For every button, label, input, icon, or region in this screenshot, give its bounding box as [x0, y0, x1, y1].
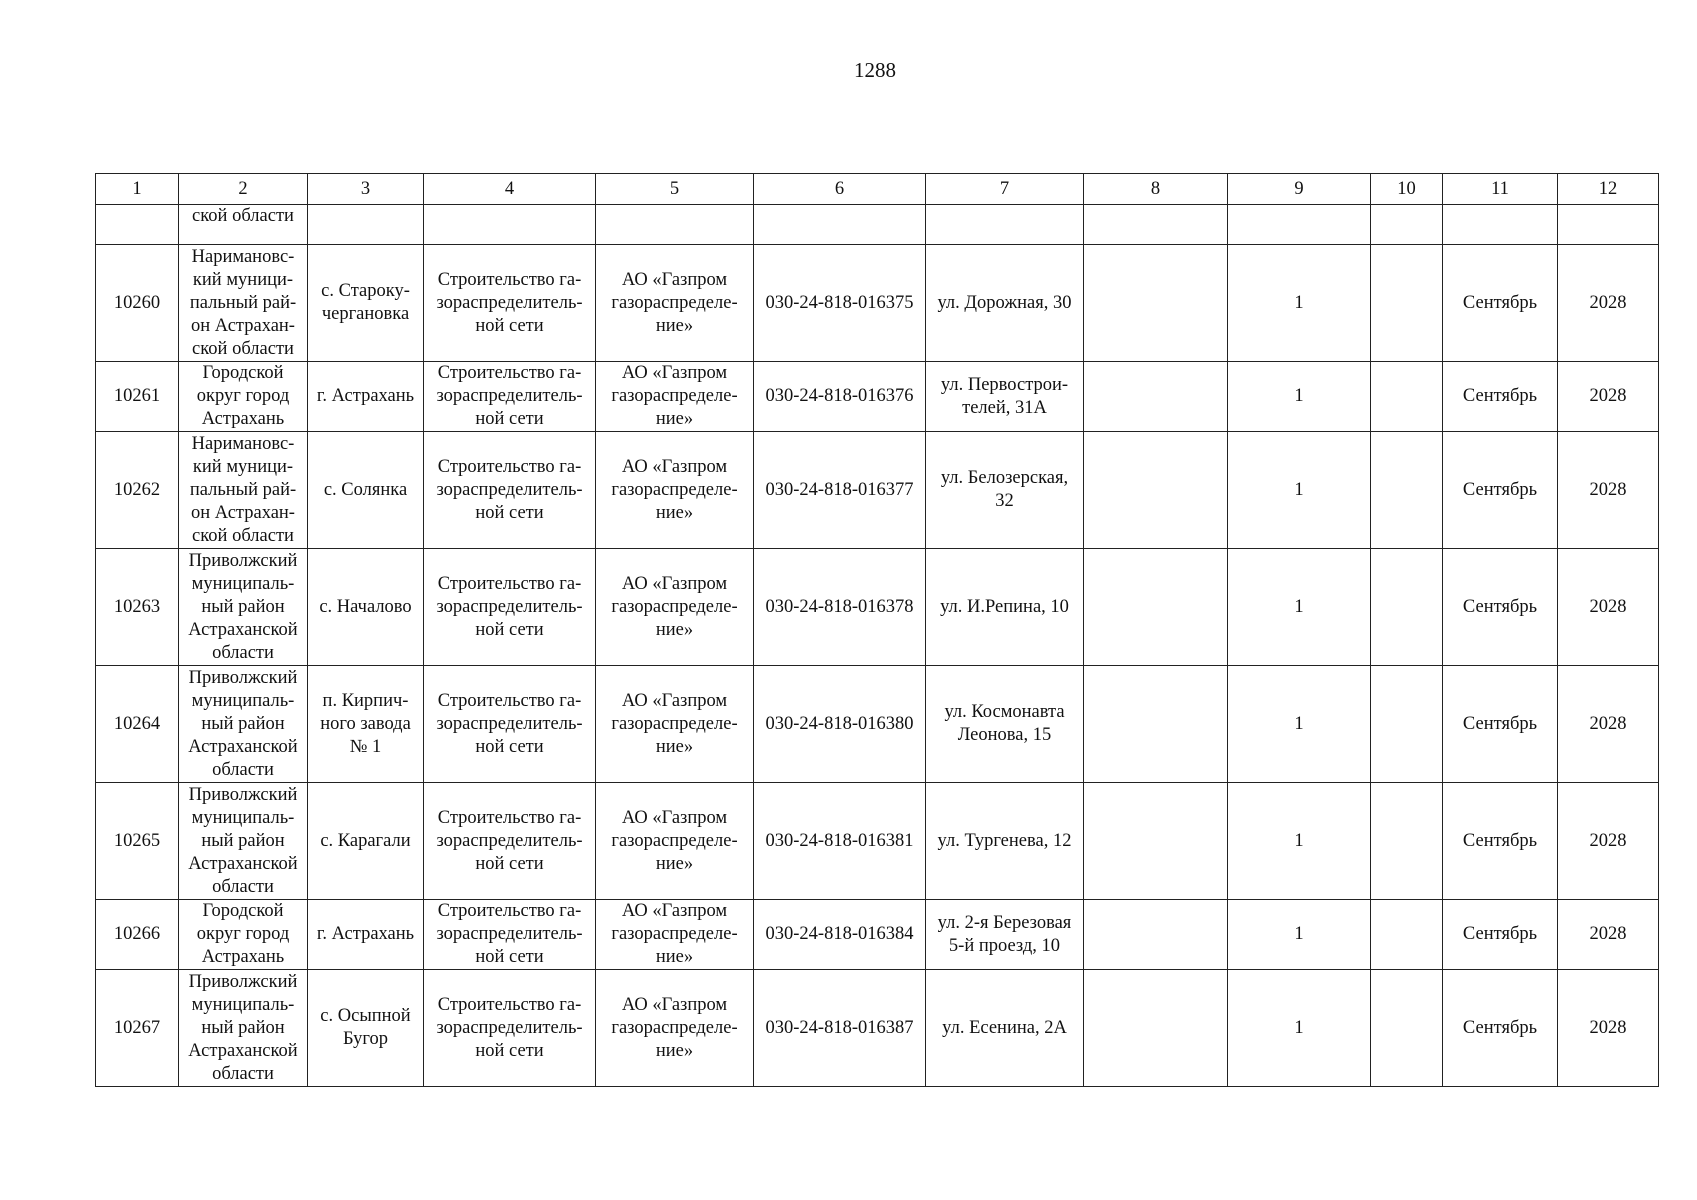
table-cell: [596, 970, 754, 1087]
cell-text: п. Кирпич-: [322, 690, 409, 711]
table-row: [96, 432, 1659, 549]
table-cell: 030-24-818-016381: [754, 783, 926, 900]
cell-text: ул. 2-я Березовая: [937, 912, 1072, 933]
table-cell: 1: [1228, 666, 1371, 783]
cell-text: телей, 31А: [962, 397, 1047, 418]
cell-text: ул. Первострои-: [940, 374, 1069, 395]
cell-text: области: [212, 759, 274, 780]
table-cell: [926, 432, 1084, 549]
table-cell: 10265: [96, 783, 179, 900]
table-cell: [1371, 432, 1443, 549]
table-cell: 10261: [96, 362, 179, 432]
column-header: 3: [308, 174, 424, 205]
cell-text: г. Астрахань: [316, 386, 415, 406]
table-cell: [1371, 549, 1443, 666]
table-cell: [179, 549, 308, 666]
cell-text: АО «Газпром: [621, 456, 728, 477]
cell-text: 5-й проезд, 10: [948, 935, 1061, 956]
cell-text: зораспределитель-: [436, 830, 583, 851]
table-cell: [424, 666, 596, 783]
cell-text: ние»: [655, 736, 694, 757]
table-cell: [926, 666, 1084, 783]
cell-text: ние»: [655, 409, 694, 429]
table-cell: [308, 666, 424, 783]
table-cell: 1: [1228, 245, 1371, 362]
table-cell: [596, 205, 754, 245]
table-cell: [424, 970, 596, 1087]
cell-text: Приволжский: [188, 784, 298, 805]
table-cell: [926, 205, 1084, 245]
table-cell: [596, 783, 754, 900]
cell-text: ной сети: [475, 315, 544, 336]
table-cell: 1: [1228, 432, 1371, 549]
table-cell: [754, 205, 926, 245]
continuation-row: [96, 205, 1659, 245]
cell-text: ный район: [201, 1017, 285, 1038]
cell-text: ной сети: [475, 409, 544, 429]
cell-text: ной сети: [475, 619, 544, 640]
table-cell: 030-24-818-016377: [754, 432, 926, 549]
table-cell: Сентябрь: [1443, 432, 1558, 549]
cell-text: ние»: [655, 947, 694, 967]
cell-text: Строительство га-: [437, 901, 582, 921]
cell-text: г. Астрахань: [316, 924, 415, 944]
table-cell: [1371, 205, 1443, 245]
cell-text: Астраханской: [188, 619, 298, 640]
cell-text: муниципаль-: [191, 807, 295, 828]
table-cell: 2028: [1558, 432, 1659, 549]
cell-text: зораспределитель-: [436, 386, 583, 406]
table-cell: 10260: [96, 245, 179, 362]
table-cell: 2028: [1558, 970, 1659, 1087]
cell-text: пальный рай-: [189, 292, 297, 313]
cell-text: ул. Есенина, 2А: [942, 1017, 1067, 1038]
cell-text: зораспределитель-: [436, 479, 583, 500]
table-cell: [179, 970, 308, 1087]
cell-text: Бугор: [342, 1029, 389, 1049]
cell-text: с. Староку-: [321, 281, 410, 301]
page-number: 1288: [854, 58, 896, 82]
table-cell: [179, 900, 308, 970]
table-cell: [596, 549, 754, 666]
cell-text: зораспределитель-: [436, 596, 583, 617]
cell-text: Астрахань: [201, 409, 285, 429]
table-cell: [926, 970, 1084, 1087]
table-cell: [179, 432, 308, 549]
table-cell: [424, 783, 596, 900]
cell-text: Строительство га-: [437, 994, 582, 1015]
cell-text: Строительство га-: [437, 269, 582, 290]
table-cell: 1: [1228, 549, 1371, 666]
cell-text: с. Карагали: [320, 830, 411, 851]
table-cell: [1084, 666, 1228, 783]
cell-text: Леонова, 15: [957, 725, 1052, 745]
cell-text: АО «Газпром: [621, 807, 728, 828]
cell-text: № 1: [349, 736, 382, 757]
table-cell: [96, 205, 179, 245]
table-cell: [926, 783, 1084, 900]
table-cell: 1: [1228, 362, 1371, 432]
table-cell: [179, 783, 308, 900]
table-cell: 1: [1228, 783, 1371, 900]
table-cell: [424, 900, 596, 970]
table-cell: [424, 549, 596, 666]
cell-text: кий муници-: [192, 269, 294, 290]
cell-text: АО «Газпром: [621, 269, 728, 290]
cell-text: ской области: [192, 525, 294, 546]
cell-text: ние»: [655, 619, 694, 640]
cell-text: 32: [995, 491, 1014, 511]
cell-text: ской области: [192, 338, 294, 359]
cell-text: АО «Газпром: [621, 573, 728, 594]
cell-text: Строительство га-: [437, 363, 582, 383]
cell-text: газораспределе-: [611, 924, 738, 944]
table-cell: [179, 245, 308, 362]
cell-text: Строительство га-: [437, 573, 582, 594]
table-cell: [1371, 970, 1443, 1087]
column-header: 1: [96, 174, 179, 205]
cell-text: Астраханской: [188, 736, 298, 757]
column-header: 10: [1371, 174, 1443, 205]
table-cell: 030-24-818-016378: [754, 549, 926, 666]
cell-text: Приволжский: [188, 550, 298, 571]
cell-text: зораспределитель-: [436, 1017, 583, 1038]
table-row: [96, 666, 1659, 783]
table-cell: [1371, 245, 1443, 362]
cell-text: газораспределе-: [611, 713, 738, 734]
cell-text: ной сети: [475, 1040, 544, 1061]
table-row: [96, 900, 1659, 970]
table-cell: [1084, 245, 1228, 362]
table-cell: 10267: [96, 970, 179, 1087]
cell-text: газораспределе-: [611, 292, 738, 313]
cell-text: зораспределитель-: [436, 292, 583, 313]
table-cell: 10262: [96, 432, 179, 549]
table-cell: 1: [1228, 900, 1371, 970]
cell-text: ной сети: [475, 502, 544, 523]
table-cell: Сентябрь: [1443, 970, 1558, 1087]
table-row: [96, 783, 1659, 900]
table-cell: [1228, 205, 1371, 245]
table-cell: [1371, 362, 1443, 432]
cell-text: Городской: [202, 901, 284, 921]
table-cell: [308, 245, 424, 362]
cell-text: кий муници-: [192, 456, 294, 477]
table-row: [96, 245, 1659, 362]
table-cell: 2028: [1558, 666, 1659, 783]
cell-text: округ город: [196, 924, 290, 944]
table-cell: [926, 549, 1084, 666]
table-cell: Сентябрь: [1443, 362, 1558, 432]
cell-text: ние»: [655, 1040, 694, 1061]
column-header: 12: [1558, 174, 1659, 205]
cell-text: газораспределе-: [611, 596, 738, 617]
table-row: [96, 549, 1659, 666]
table-cell: [596, 432, 754, 549]
table-cell: 2028: [1558, 245, 1659, 362]
table-cell: Сентябрь: [1443, 666, 1558, 783]
cell-text: Городской: [202, 363, 284, 383]
table-cell: [424, 362, 596, 432]
cell-text: Астрахань: [201, 947, 285, 967]
table-cell: [926, 245, 1084, 362]
cell-text: АО «Газпром: [621, 363, 728, 383]
table-cell: [424, 205, 596, 245]
table-cell: [926, 362, 1084, 432]
cell-text: АО «Газпром: [621, 690, 728, 711]
cell-text: ул. Тургенева, 12: [937, 830, 1072, 851]
table-cell: [179, 666, 308, 783]
table-cell: [1371, 900, 1443, 970]
table-cell: 030-24-818-016380: [754, 666, 926, 783]
cell-text: ул. И.Репина, 10: [940, 596, 1069, 617]
cell-text: ние»: [655, 502, 694, 523]
table-cell: [1084, 970, 1228, 1087]
cell-text: ный район: [201, 830, 285, 851]
table-cell: 030-24-818-016375: [754, 245, 926, 362]
cell-text: области: [212, 1063, 274, 1084]
cell-text: ул. Дорожная, 30: [937, 292, 1072, 313]
table-cell: [179, 362, 308, 432]
cell-text: зораспределитель-: [436, 713, 583, 734]
data-table: [95, 173, 1659, 1087]
table-cell: [926, 900, 1084, 970]
cell-text: ской области: [192, 206, 294, 226]
cell-text: ние»: [655, 853, 694, 874]
table-cell: [308, 549, 424, 666]
cell-text: муниципаль-: [191, 994, 295, 1015]
cell-text: ной сети: [475, 947, 544, 967]
table-cell: [596, 900, 754, 970]
cell-text: Приволжский: [188, 667, 298, 688]
cell-text: ный район: [201, 596, 285, 617]
column-header: 5: [596, 174, 754, 205]
table-cell: [1084, 549, 1228, 666]
cell-text: Приволжский: [188, 971, 298, 992]
table-cell: 2028: [1558, 549, 1659, 666]
table-row: [96, 362, 1659, 432]
cell-text: газораспределе-: [611, 1017, 738, 1038]
table-cell: [424, 245, 596, 362]
table-cell: [1558, 205, 1659, 245]
table-cell: [308, 362, 424, 432]
cell-text: Астраханской: [188, 853, 298, 874]
table-cell: [1084, 205, 1228, 245]
cell-text: Наримановс-: [191, 246, 295, 267]
column-header: 11: [1443, 174, 1558, 205]
column-header: 9: [1228, 174, 1371, 205]
table-cell: [308, 900, 424, 970]
cell-text: с. Солянка: [323, 479, 408, 500]
table-cell: [1084, 362, 1228, 432]
cell-text: чергановка: [321, 304, 410, 324]
cell-text: области: [212, 876, 274, 897]
cell-text: АО «Газпром: [621, 901, 728, 921]
table-cell: [1371, 666, 1443, 783]
column-number-row: [96, 174, 1659, 205]
column-header: 7: [926, 174, 1084, 205]
cell-text: Астраханской: [188, 1040, 298, 1061]
cell-text: ние»: [655, 315, 694, 336]
table-cell: Сентябрь: [1443, 783, 1558, 900]
cell-text: Наримановс-: [191, 433, 295, 454]
cell-text: газораспределе-: [611, 830, 738, 851]
table-cell: Сентябрь: [1443, 900, 1558, 970]
cell-text: ной сети: [475, 736, 544, 757]
cell-text: зораспределитель-: [436, 924, 583, 944]
column-header: 2: [179, 174, 308, 205]
cell-text: он Астрахан-: [191, 315, 295, 336]
cell-text: с. Осыпной: [320, 1006, 411, 1026]
table-cell: [179, 205, 308, 245]
table-cell: 2028: [1558, 783, 1659, 900]
table-cell: Сентябрь: [1443, 245, 1558, 362]
cell-text: ного завода: [320, 713, 411, 734]
table-cell: [308, 205, 424, 245]
cell-text: округ город: [196, 386, 290, 406]
table-cell: [1084, 900, 1228, 970]
table-cell: 10266: [96, 900, 179, 970]
cell-text: области: [212, 642, 274, 663]
cell-text: муниципаль-: [191, 573, 295, 594]
table-cell: [596, 666, 754, 783]
cell-text: Строительство га-: [437, 807, 582, 828]
table-cell: [308, 432, 424, 549]
column-header: 4: [424, 174, 596, 205]
table-cell: [596, 362, 754, 432]
cell-text: муниципаль-: [191, 690, 295, 711]
cell-text: газораспределе-: [611, 479, 738, 500]
cell-text: Строительство га-: [437, 456, 582, 477]
table-cell: 030-24-818-016384: [754, 900, 926, 970]
table-cell: Сентябрь: [1443, 549, 1558, 666]
table-cell: 2028: [1558, 362, 1659, 432]
cell-text: пальный рай-: [189, 479, 297, 500]
table-cell: 10263: [96, 549, 179, 666]
table-cell: [596, 245, 754, 362]
cell-text: ный район: [201, 713, 285, 734]
table-cell: 10264: [96, 666, 179, 783]
column-header: 6: [754, 174, 926, 205]
cell-text: ул. Белозерская,: [940, 468, 1069, 488]
cell-text: он Астрахан-: [191, 502, 295, 523]
table-row: [96, 970, 1659, 1087]
table-cell: 030-24-818-016387: [754, 970, 926, 1087]
table-cell: [1371, 783, 1443, 900]
cell-text: газораспределе-: [611, 386, 738, 406]
cell-text: ул. Космонавта: [944, 702, 1065, 722]
table-cell: 1: [1228, 970, 1371, 1087]
table-cell: 2028: [1558, 900, 1659, 970]
table-cell: [308, 970, 424, 1087]
table-cell: [1084, 432, 1228, 549]
cell-text: с. Началово: [319, 596, 412, 617]
table-cell: [424, 432, 596, 549]
table-cell: [1443, 205, 1558, 245]
table-cell: 030-24-818-016376: [754, 362, 926, 432]
cell-text: АО «Газпром: [621, 994, 728, 1015]
table-cell: [308, 783, 424, 900]
table-cell: [1084, 783, 1228, 900]
cell-text: Строительство га-: [437, 690, 582, 711]
column-header: 8: [1084, 174, 1228, 205]
cell-text: ной сети: [475, 853, 544, 874]
